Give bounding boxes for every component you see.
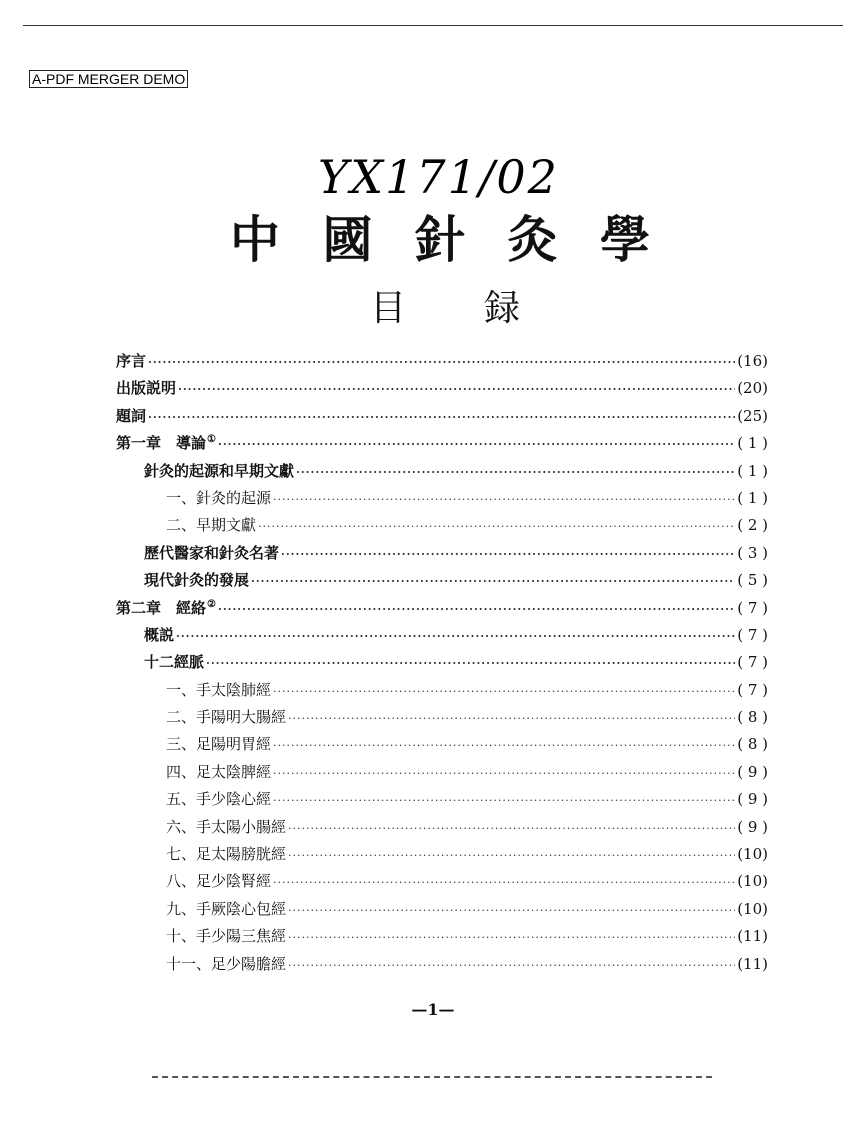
toc-entry-label: 二、手陽明大腸經 xyxy=(166,708,287,727)
toc-entry-label: 第二章 經絡② xyxy=(116,598,216,617)
toc-entry[interactable] xyxy=(116,953,768,980)
toc-entry-page: ( 7 ) xyxy=(737,680,768,699)
toc-entry[interactable] xyxy=(116,788,768,815)
toc-dot-leader xyxy=(218,438,735,451)
page-number: —1— xyxy=(411,1000,455,1019)
toc-entry[interactable] xyxy=(116,870,768,897)
toc-entry[interactable] xyxy=(116,432,768,459)
title-char: 灸 xyxy=(507,211,558,269)
toc-entry[interactable] xyxy=(116,377,768,404)
toc-entry[interactable] xyxy=(116,460,768,487)
toc-heading xyxy=(370,280,520,331)
toc-entry-label: 十、手少陽三焦經 xyxy=(166,927,287,946)
toc-entry[interactable] xyxy=(116,569,768,596)
toc-entry-page: ( 1 ) xyxy=(737,461,768,480)
toc-entry-page: (10) xyxy=(737,872,768,891)
toc-entry-page: ( 1 ) xyxy=(737,434,768,453)
toc-dot-leader xyxy=(273,739,735,752)
toc-dot-leader xyxy=(148,411,735,424)
toc-entry[interactable] xyxy=(116,898,768,925)
toc-dot-leader xyxy=(288,931,735,944)
toc-entry-label: 現代針灸的發展 xyxy=(144,571,250,590)
toc-dot-leader xyxy=(288,822,735,835)
toc-entry[interactable] xyxy=(116,679,768,706)
toc-heading-char: 録 xyxy=(483,288,520,329)
toc-entry-footnote-mark: ② xyxy=(207,598,216,610)
toc-dot-leader xyxy=(258,520,735,533)
toc-dot-leader xyxy=(288,712,735,725)
toc-dot-leader xyxy=(251,575,735,588)
toc-entry-label: 十二經脈 xyxy=(144,653,205,672)
toc-entry[interactable] xyxy=(116,761,768,788)
toc-dot-leader xyxy=(288,959,735,972)
toc-heading-char: 目 xyxy=(370,288,407,329)
toc-entry-label: 針灸的起源和早期文獻 xyxy=(144,461,295,480)
toc-dot-leader xyxy=(273,493,735,506)
handwritten-note: YX171/02 xyxy=(318,150,559,204)
toc-entry-page: ( 9 ) xyxy=(737,817,768,836)
table-of-contents xyxy=(116,350,768,980)
toc-entry-label: 第一章 導論① xyxy=(116,434,216,453)
toc-entry-label: 五、手少陰心經 xyxy=(166,790,272,809)
toc-dot-leader xyxy=(178,383,735,396)
toc-entry[interactable] xyxy=(116,487,768,514)
toc-entry-label: 歷代醫家和針灸名著 xyxy=(144,543,280,562)
toc-entry-page: ( 7 ) xyxy=(737,653,768,672)
toc-entry[interactable] xyxy=(116,405,768,432)
toc-dot-leader xyxy=(148,356,735,369)
bottom-rule xyxy=(152,1076,712,1078)
toc-entry[interactable] xyxy=(116,651,768,678)
toc-entry-page: (10) xyxy=(737,845,768,864)
toc-entry-page: ( 9 ) xyxy=(737,762,768,781)
toc-entry[interactable] xyxy=(116,733,768,760)
toc-entry-label: 一、手太陰肺經 xyxy=(166,680,272,699)
toc-entry[interactable] xyxy=(116,597,768,624)
title-char: 學 xyxy=(600,211,650,269)
toc-entry-page: ( 5 ) xyxy=(737,571,768,590)
toc-entry-page: ( 7 ) xyxy=(737,625,768,644)
toc-entry-label: 二、早期文獻 xyxy=(166,516,257,535)
toc-entry-page: ( 8 ) xyxy=(737,735,768,754)
toc-entry-label: 三、足陽明胃經 xyxy=(166,735,272,754)
toc-entry[interactable] xyxy=(116,816,768,843)
toc-entry-page: ( 8 ) xyxy=(737,708,768,727)
toc-entry[interactable] xyxy=(116,843,768,870)
toc-dot-leader xyxy=(273,767,735,780)
toc-dot-leader xyxy=(206,657,735,670)
title-char: 針 xyxy=(415,211,465,269)
toc-entry-page: (25) xyxy=(737,406,768,425)
toc-entry-page: (11) xyxy=(737,954,768,973)
toc-entry-page: ( 9 ) xyxy=(737,790,768,809)
toc-entry-page: ( 1 ) xyxy=(737,488,768,507)
toc-dot-leader xyxy=(288,904,735,917)
book-title xyxy=(230,200,650,272)
title-char: 國 xyxy=(322,211,373,269)
toc-dot-leader xyxy=(273,685,735,698)
toc-entry-label: 七、足太陽膀胱經 xyxy=(166,845,287,864)
toc-entry-footnote-mark: ① xyxy=(207,434,216,446)
toc-entry[interactable] xyxy=(116,925,768,952)
toc-dot-leader xyxy=(288,849,735,862)
toc-entry-label: 八、足少陰腎經 xyxy=(166,872,272,891)
toc-entry-label: 出版説明 xyxy=(116,379,177,398)
toc-entry-label: 四、足太陰脾經 xyxy=(166,762,272,781)
toc-dot-leader xyxy=(296,466,735,479)
toc-entry[interactable] xyxy=(116,542,768,569)
toc-entry-page: (20) xyxy=(737,379,768,398)
toc-entry-label: 一、針灸的起源 xyxy=(166,488,272,507)
toc-entry-label: 十一、足少陽膽經 xyxy=(166,954,287,973)
toc-entry-label: 概説 xyxy=(144,625,175,644)
title-char: 中 xyxy=(230,211,280,269)
toc-entry-label: 六、手太陽小腸經 xyxy=(166,817,287,836)
toc-entry-page: (16) xyxy=(737,352,768,370)
toc-entry-label: 序言 xyxy=(116,352,147,370)
toc-dot-leader xyxy=(218,603,735,616)
toc-entry-page: ( 7 ) xyxy=(737,598,768,617)
top-rule xyxy=(23,25,843,26)
toc-dot-leader xyxy=(273,794,735,807)
toc-entry-page: (11) xyxy=(737,927,768,946)
watermark-label: A-PDF MERGER DEMO xyxy=(29,70,188,88)
toc-entry-page: ( 3 ) xyxy=(737,543,768,562)
toc-entry-page: (10) xyxy=(737,899,768,918)
toc-entry[interactable] xyxy=(116,514,768,541)
toc-dot-leader xyxy=(176,630,735,643)
toc-entry[interactable] xyxy=(116,706,768,733)
toc-entry-label: 九、手厥陰心包經 xyxy=(166,899,287,918)
toc-entry[interactable] xyxy=(116,624,768,651)
toc-dot-leader xyxy=(281,548,735,561)
toc-dot-leader xyxy=(273,876,735,889)
toc-entry-page: ( 2 ) xyxy=(737,516,768,535)
toc-entry[interactable] xyxy=(116,350,768,377)
toc-entry-label: 題詞 xyxy=(116,406,147,425)
